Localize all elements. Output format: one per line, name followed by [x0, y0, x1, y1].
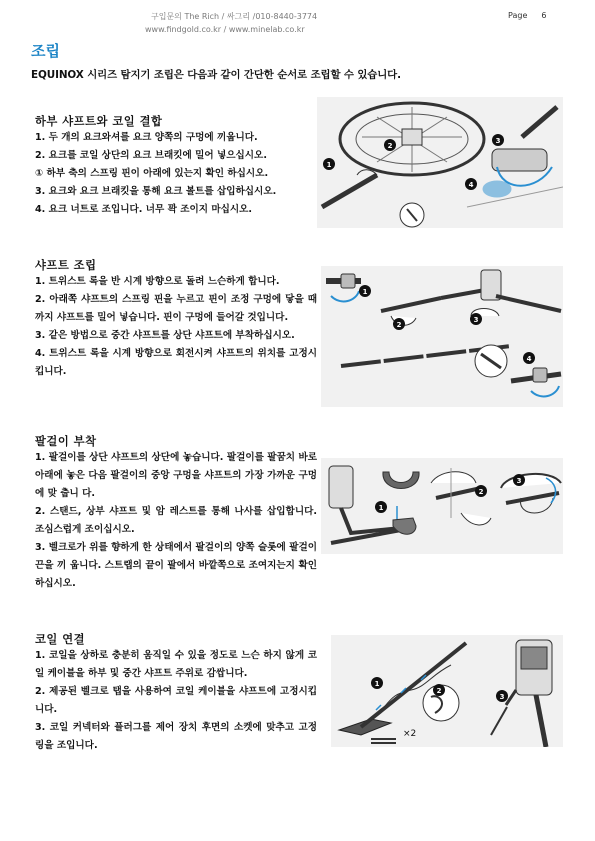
page-number: 6 — [541, 11, 547, 20]
step: 1. 두 개의 요크와셔를 요크 양쪽의 구멍에 끼웁니다. — [35, 132, 258, 143]
step-note: ① 하부 축의 스프링 핀이 아래에 있는지 확인 하십시오. — [35, 168, 269, 179]
callout-2: 2 — [396, 321, 402, 329]
section-title-coil-connect: 코일 연결 — [35, 633, 86, 646]
coil-connect-illustration — [331, 635, 563, 747]
page-title: 조립 — [31, 42, 60, 60]
section-title-shaft-assembly: 샤프트 조립 — [35, 259, 97, 272]
steps-armrest — [35, 449, 317, 593]
callout-4: 4 — [526, 355, 532, 363]
step: 4. 트위스트 록을 시계 방향으로 회전시켜 샤프트의 위치를 고정시킵니다. — [35, 348, 317, 377]
callout-1: 1 — [362, 288, 368, 296]
callout-1: 1 — [326, 161, 332, 169]
section-title-coil-shaft: 하부 샤프트와 코일 결합 — [35, 115, 163, 128]
step: 3. 요크와 요크 브래킷을 통해 요크 볼트를 삽입하십시오. — [35, 186, 277, 197]
armrest-illustration — [321, 458, 563, 554]
figure-armrest — [321, 458, 563, 554]
callout-3: 3 — [499, 693, 505, 701]
callout-1: 1 — [374, 680, 380, 688]
section-title-armrest: 팔걸이 부착 — [35, 435, 97, 448]
step: 2. 아래쪽 샤프트의 스프링 핀을 누르고 핀이 조정 구멍에 닿을 때까지 샤프트를 밀어 넣습니다. 핀이 구멍에 들어갈 것입니다. — [35, 294, 317, 323]
callout-3: 3 — [495, 137, 501, 145]
page-indicator — [508, 11, 546, 20]
contact-info: 구입문의 The Rich / 싸그리 /010-8440-3774 — [151, 12, 318, 21]
callout-2: 2 — [387, 142, 393, 150]
step: 1. 트위스트 록을 반 시계 방향으로 돌려 느슨하게 합니다. — [35, 276, 280, 287]
figure-coil-connect — [331, 635, 563, 747]
callout-2: 2 — [478, 488, 484, 496]
step: 3. 벨크로가 위를 향하게 한 상태에서 팔걸이의 양쪽 슬롯에 팔걸이 끈을 끼 웁니다. 스트랩의 끝이 팔에서 바깥쪽으로 조여지는지 확인하십시오. — [35, 542, 317, 589]
website-links: www.findgold.co.kr / www.minelab.co.kr — [145, 25, 305, 34]
step: 1. 코일을 상하로 충분히 움직일 수 있을 정도로 느슨 하지 않게 코일 케이블을 하부 및 중간 샤프트 주위로 감쌉니다. — [35, 650, 317, 679]
step: 2. 요크를 코일 상단의 요크 브래킷에 밀어 넣으십시오. — [35, 150, 267, 161]
shaft-assembly-illustration — [321, 266, 563, 407]
callout-3: 3 — [516, 477, 522, 485]
page-label: Page — [508, 11, 528, 20]
step: 2. 제공된 벨크로 탭을 사용하여 코일 케이블을 샤프트에 고정시킵니다. — [35, 686, 317, 715]
step: 3. 코일 커넥터와 플러그를 제어 장치 후면의 소켓에 맞추고 고정 링을 조입니다. — [35, 722, 317, 751]
figure-coil-shaft — [317, 97, 563, 228]
callout-3: 3 — [473, 316, 479, 324]
callout-4: 4 — [468, 181, 474, 189]
step: 4. 요크 너트로 조입니다. 너무 꽉 조이지 마십시오. — [35, 204, 253, 215]
callout-1: 1 — [378, 504, 384, 512]
steps-coil-shaft — [35, 129, 317, 219]
coil-shaft-illustration — [317, 97, 563, 228]
intro-text: EQUINOX 시리즈 탐지기 조립은 다음과 같이 간단한 순서로 조립할 수 있습니다. — [31, 69, 401, 81]
steps-coil-connect — [35, 647, 317, 755]
callout-2: 2 — [436, 687, 442, 695]
multiplier-label: ×2 — [403, 729, 417, 739]
step: 3. 같은 방법으로 중간 샤프트를 상단 샤프트에 부착하십시오. — [35, 330, 295, 341]
steps-shaft-assembly — [35, 273, 317, 381]
step: 2. 스탠드, 상부 샤프트 및 암 레스트를 통해 나사를 삽입합니다. 조심스럽게 조이십시오. — [35, 506, 317, 535]
step: 1. 팔걸이를 상단 샤프트의 상단에 놓습니다. 팔걸이를 팔꿈치 바로 아래에 놓은 다음 팔걸이의 중앙 구멍을 샤프트의 가장 가까운 구멍에 맞 춥니 다. — [35, 452, 317, 499]
figure-shaft-assembly — [321, 266, 563, 407]
